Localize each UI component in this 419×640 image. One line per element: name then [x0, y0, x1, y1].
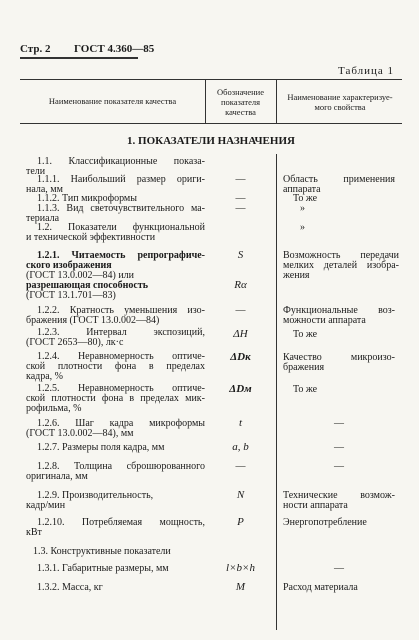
- row-1-1-1-property-l2: аппарата: [283, 184, 321, 195]
- row-1-2-2-line1: 1.2.2. Кратность уменьшения изо-: [37, 305, 205, 316]
- row-1-2-1-property-l1: Возможность передачи: [283, 250, 399, 261]
- row-1-2-property: »: [300, 222, 305, 233]
- header-col-divider-2: [276, 79, 277, 123]
- row-1-2-1-line4: разрешающая способность: [26, 280, 149, 291]
- row-1-1-2-property: То же: [293, 193, 318, 204]
- row-1-1-2-symbol: —: [235, 193, 246, 204]
- row-1-2-1-symbol-2: Rα: [234, 279, 247, 291]
- row-1-2-1-property-l3: жения: [283, 270, 310, 281]
- row-1-2-1-property-l2: мелких деталей изобра-: [283, 260, 399, 271]
- col-header-symbol-l3: качества: [225, 107, 256, 117]
- row-1-2-9-symbol: N: [236, 489, 245, 501]
- row-1-1-3-line1: 1.1.3. Вид светочувствительного ма-: [37, 203, 205, 214]
- row-1-2-2-symbol: —: [235, 305, 246, 316]
- row-1-2-1-line1: 1.2.1. Читаемость репрографиче-: [37, 250, 205, 261]
- col-header-property-l1: Наименование характеризуе-: [287, 92, 393, 102]
- row-1-3-2: 1.3.2. Масса, кг: [37, 582, 103, 593]
- row-1-3-1-property: —: [334, 563, 344, 574]
- row-1-1-1-line2: нала, мм: [26, 184, 63, 195]
- row-1-2-2-property-l1: Функциональные воз-: [283, 305, 395, 316]
- row-1-2-3-property: То же: [293, 329, 318, 340]
- row-1-1-1-property-l1: Область применения: [283, 174, 395, 185]
- row-1-2-1-line5: (ГОСТ 13.1.701—83): [26, 290, 116, 301]
- row-1-3-2-property: Расход материала: [283, 582, 358, 593]
- row-1-2-2-line2: бражения (ГОСТ 13.0.002—84): [26, 315, 160, 326]
- row-1-2-9-line2: кадр/мин: [26, 500, 66, 511]
- col-header-symbol-l1: Обозначение: [217, 87, 264, 97]
- row-1-1-3-symbol: —: [235, 203, 246, 214]
- section-title: 1. ПОКАЗАТЕЛИ НАЗНАЧЕНИЯ: [127, 135, 295, 147]
- row-1-2-line2: и технической эффективности: [26, 232, 156, 243]
- row-1-2-2-property-l2: можности аппарата: [283, 315, 366, 326]
- row-1-2-line1: 1.2. Показатели функциональной: [37, 222, 205, 233]
- row-1-2-4-symbol: ΔDк: [230, 351, 251, 363]
- row-1-2-9-line1: 1.2.9. Производительность,: [37, 490, 154, 501]
- row-1-1-line2: тели: [26, 166, 46, 177]
- table-header-bottom-rule: [20, 123, 402, 124]
- header-rule: [20, 57, 138, 59]
- row-1-3-1-symbol: l×b×h: [226, 562, 255, 574]
- row-1-2-10-line1: 1.2.10. Потребляемая мощность,: [37, 517, 205, 528]
- row-1-1-1-line1: 1.1.1. Наибольший размер ориги-: [37, 174, 205, 185]
- row-1-2-8-line2: оригинала, мм: [26, 471, 88, 482]
- row-1-2-7-property: —: [334, 442, 344, 453]
- col-header-symbol-l2: показателя: [220, 97, 261, 107]
- row-1-2-10-property: Энергопотребление: [283, 517, 367, 528]
- row-1-2-1-symbol-1: S: [237, 249, 244, 261]
- row-1-2-5-property: То же: [293, 384, 318, 395]
- row-1-2-8-symbol: —: [235, 461, 246, 472]
- col-header-indicator: Наименование показателя качества: [48, 96, 177, 106]
- row-1-2-4-line1: 1.2.4. Неравномерность оптиче-: [37, 351, 205, 362]
- row-1-2-4-line2: ской плотности фона в пределах: [26, 361, 205, 372]
- row-1-2-6-line1: 1.2.6. Шаг кадра микроформы: [37, 418, 205, 429]
- page-number: Стр. 2: [20, 43, 51, 55]
- row-1-3-2-symbol: M: [235, 581, 246, 593]
- row-1-2-1-line3: (ГОСТ 13.0.002—84) или: [26, 270, 135, 281]
- row-1-1-3-line2: териала: [26, 213, 60, 224]
- row-1-3: 1.3. Конструктивные показатели: [33, 546, 171, 557]
- row-1-2-6-property: —: [334, 418, 344, 429]
- standard-number: ГОСТ 4.360—85: [74, 43, 155, 55]
- row-1-2-7-symbol: a, b: [232, 441, 249, 453]
- row-1-2-9-property-l2: ности аппарата: [283, 500, 348, 511]
- row-1-2-3-symbol: ΔH: [233, 328, 248, 340]
- row-1-2-6-line2: (ГОСТ 13.0.002—84), мм: [26, 428, 134, 439]
- row-1-3-1: 1.3.1. Габаритные размеры, мм: [37, 563, 169, 574]
- row-1-2-4-line3: кадра, %: [26, 371, 64, 382]
- row-1-2-10-line2: кВт: [26, 527, 42, 538]
- row-1-2-7: 1.2.7. Размеры поля кадра, мм: [37, 442, 165, 453]
- row-1-2-5-line3: рофильма, %: [26, 403, 82, 414]
- row-1-2-4-property-l2: бражения: [283, 362, 325, 373]
- row-1-2-5-symbol: ΔDм: [229, 383, 252, 395]
- body-col-divider: [276, 154, 277, 630]
- row-1-1-1-symbol: —: [235, 174, 246, 185]
- row-1-2-3-line1: 1.2.3. Интервал экспозиций,: [37, 327, 205, 338]
- row-1-1-2: 1.1.2. Тип микроформы: [37, 193, 137, 204]
- row-1-2-3-line2: (ГОСТ 2653—80), лк·с: [26, 337, 124, 348]
- row-1-2-6-symbol: t: [238, 417, 243, 429]
- table-label: Таблица 1: [338, 65, 395, 77]
- row-1-2-1-line2: ского изображения: [26, 260, 112, 271]
- col-header-property-l2: мого свойства: [314, 102, 366, 112]
- row-1-2-9-property-l1: Технические возмож-: [283, 490, 395, 501]
- table-top-rule: [20, 79, 402, 80]
- row-1-2-8-property: —: [334, 461, 344, 472]
- row-1-2-5-line2: ской плотности фона в пределах мик-: [26, 393, 205, 404]
- row-1-2-5-line1: 1.2.5. Неравномерность оптиче-: [37, 383, 205, 394]
- row-1-2-10-symbol: P: [237, 516, 244, 528]
- row-1-1-line1: 1.1. Классификационные показа-: [37, 156, 205, 167]
- row-1-2-8-line1: 1.2.8. Толщина сброшюрованного: [37, 461, 205, 472]
- row-1-1-3-property: »: [300, 203, 305, 214]
- row-1-2-4-property-l1: Качество микроизо-: [283, 352, 395, 363]
